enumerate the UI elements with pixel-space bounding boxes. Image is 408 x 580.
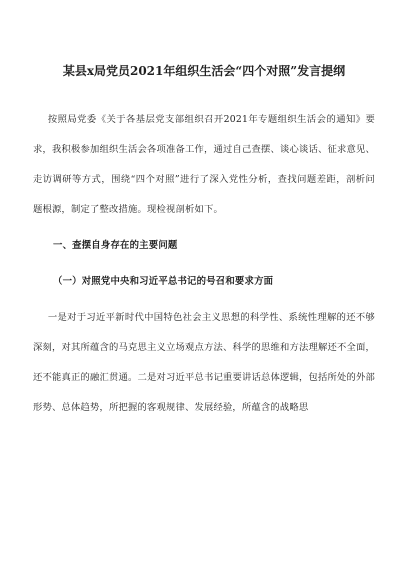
subsection-heading: （一）对照党中央和习近平总书记的号召和要求方面 [53, 276, 274, 287]
body-paragraph: 一是对于习近平新时代中国特色社会主义思想的科学性、系统性理解的还不够深刻，对其所蕴含的马克思主义立场观点方法、科学的思维和方法理解还不全面，还不能真正的融汇贯通。二是对习近平总书记重要讲话总体逻辑，包括所处的外部形势、总体趋势，所把握的客观规律、发展经验，所蕴含的战略思 [33, 312, 375, 413]
intro-paragraph: 按照局党委《关于各基层党支部组织召开2021年专题组织生活会的通知》要求，我积极参加组织生活会各项准备工作，通过自己查摆、谈心谈话、征求意见、走访调研等方式，围绕“四个对照”进行了深入党性分析，查找问题差距，剖析问题根源，制定了整改措施。现检视剖析如下。 [33, 114, 375, 215]
section-heading: 一、查摆自身存在的主要问题 [53, 240, 178, 251]
document-title: 某县x局党员2021年组织生活会“四个对照”发言提纲 [62, 64, 346, 78]
